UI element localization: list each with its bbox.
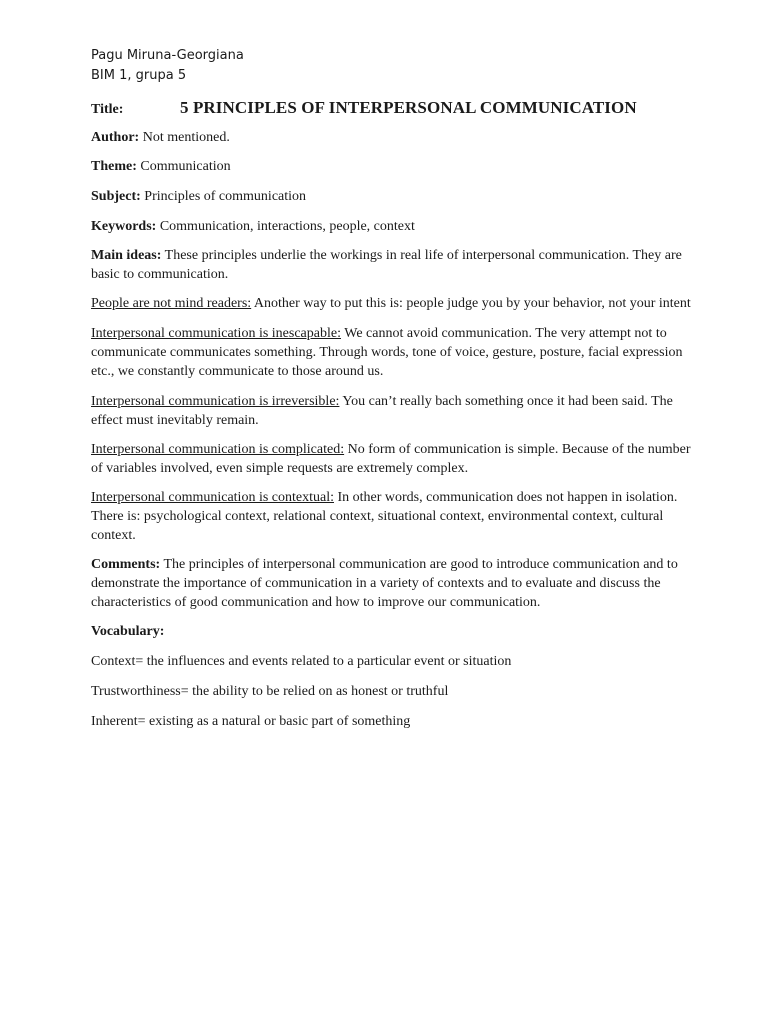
author-value: Not mentioned. — [142, 130, 230, 145]
theme-field — [91, 157, 691, 176]
document-title: 5 PRINCIPLES OF INTERPERSONAL COMMUNICATION — [180, 98, 637, 117]
principle-heading: Interpersonal communication is irreversible: — [91, 394, 340, 409]
main-ideas-label: Main ideas: — [91, 248, 162, 263]
principle-text: You can’t really bach something once it had been said. The effect must inevitably remain. — [91, 394, 673, 428]
comments-value: The principles of interpersonal communication are good to introduce communication and to demonstrate the importance of communication in a variety of contexts and to evaluate and discuss the characteristics of good communication and how to improve our communication. — [91, 557, 678, 610]
principle-heading: Interpersonal communication is complicated: — [91, 442, 345, 457]
principle-text: We cannot avoid communication. The very attempt not to communicate communicates something. Through words, tone of voice, gesture, posture, facial expression etc., we constantly communicate to those around us. — [91, 326, 683, 379]
author-group: BIM 1, grupa 5 — [91, 68, 187, 83]
main-ideas-field — [91, 246, 691, 284]
vocabulary-item: Context= the influences and events related to a particular event or situation — [91, 654, 512, 669]
title-row — [91, 98, 691, 118]
principle-heading: People are not mind readers: — [91, 296, 252, 311]
theme-label: Theme: — [91, 159, 137, 174]
theme-value: Communication — [140, 159, 231, 174]
principle-complicated — [91, 440, 691, 478]
vocabulary-item: Trustworthiness= the ability to be relied on as honest or truthful — [91, 684, 449, 699]
vocabulary-heading: Vocabulary: — [91, 624, 165, 639]
principle-text: Another way to put this is: people judge you by your behavior, not your intent — [253, 296, 691, 311]
author-field — [91, 128, 691, 147]
principle-text: In other words, communication does not happen in isolation. There is: psychological context, relational context, situational context, environmental context, cultural context. — [91, 490, 678, 543]
subject-value: Principles of communication — [144, 189, 307, 204]
author-name: Pagu Miruna-Georgiana — [91, 48, 244, 63]
vocabulary-item: Inherent= existing as a natural or basic part of something — [91, 714, 411, 729]
principle-text: No form of communication is simple. Because of the number of variables involved, even simple requests are extremely complex. — [91, 442, 691, 476]
author-label: Author: — [91, 130, 140, 145]
comments-field — [91, 555, 691, 612]
comments-label: Comments: — [91, 557, 161, 572]
subject-field — [91, 187, 691, 206]
principle-irreversible — [91, 392, 691, 430]
principle-contextual — [91, 488, 691, 545]
title-label: Title: — [91, 102, 124, 117]
principle-inescapable — [91, 324, 691, 381]
subject-label: Subject: — [91, 189, 141, 204]
keywords-value: Communication, interactions, people, context — [159, 219, 415, 234]
document-body — [91, 46, 691, 731]
keywords-label: Keywords: — [91, 219, 157, 234]
main-ideas-value: These principles underlie the workings in real life of interpersonal communication. They are basic to communication. — [91, 248, 682, 282]
keywords-field — [91, 217, 691, 236]
principle-mind-readers — [91, 294, 691, 313]
principle-heading: Interpersonal communication is inescapable: — [91, 326, 341, 341]
principle-heading: Interpersonal communication is contextual: — [91, 490, 334, 505]
